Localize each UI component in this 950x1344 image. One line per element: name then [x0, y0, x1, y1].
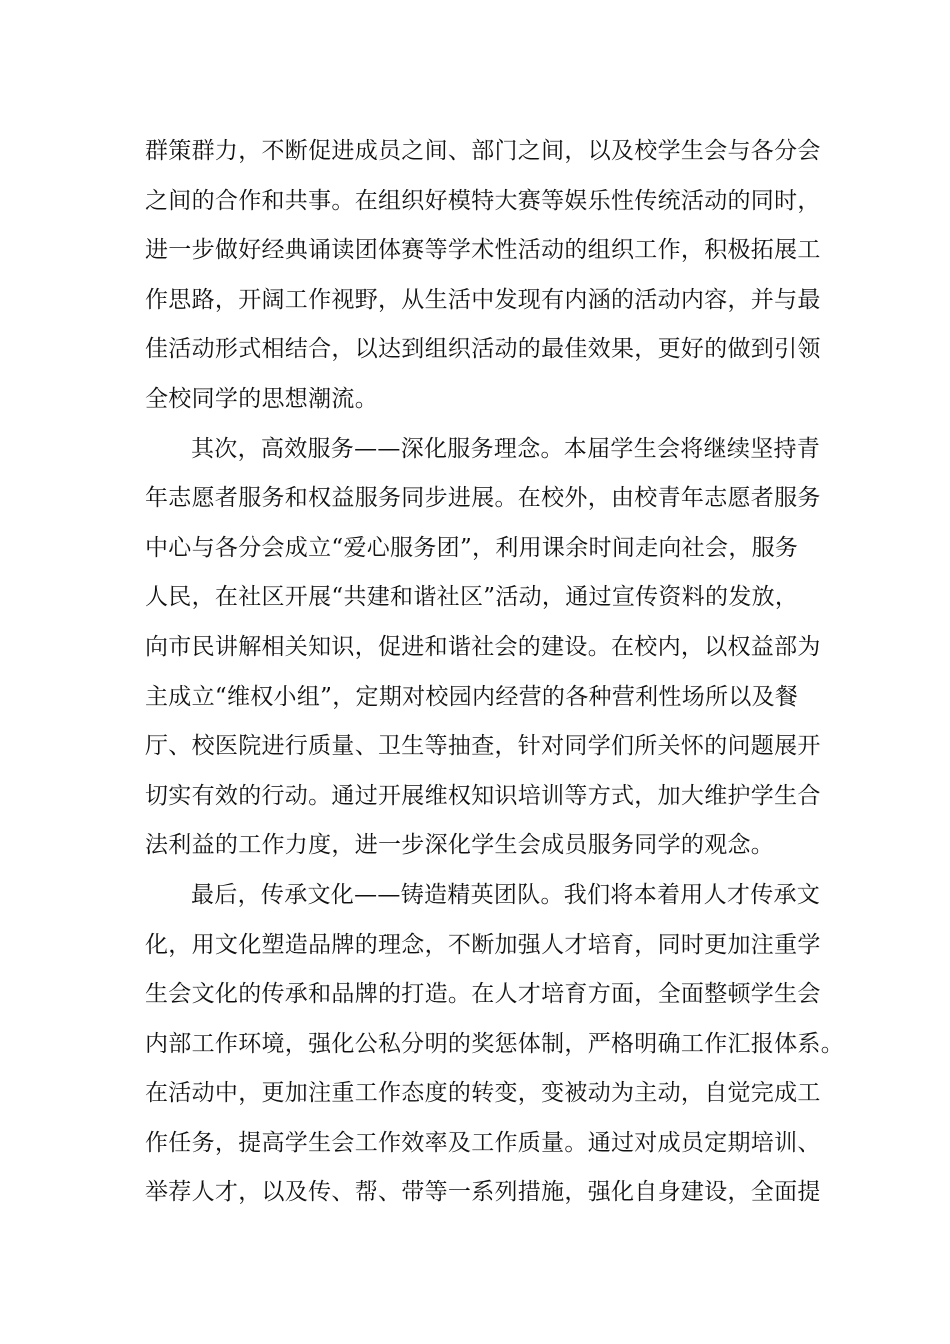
text-line: 举荐人才，以及传、帮、带等一系列措施，强化自身建设，全面提 [145, 1179, 821, 1206]
text-line: 内部工作环境，强化公私分明的奖惩体制，严格明确工作汇报体系。 [145, 1030, 844, 1057]
text-line: 切实有效的行动。通过开展维权知识培训等方式，加大维护学生合 [145, 782, 821, 809]
text-line: 全校同学的思想潮流。 [145, 385, 378, 412]
text-line: 人民，在社区开展“共建和谐社区”活动，通过宣传资料的发放， [145, 584, 799, 611]
text-line: 厅、校医院进行质量、卫生等抽查，针对同学们所关怀的问题展开 [145, 733, 821, 760]
text-line: 作任务，提高学生会工作效率及工作质量。通过对成员定期培训、 [145, 1129, 821, 1156]
text-line: 中心与各分会成立“爱心服务团”，利用课余时间走向社会，服务 [145, 534, 799, 561]
text-line: 法利益的工作力度，进一步深化学生会成员服务同学的观念。 [145, 832, 775, 859]
text-line: 之间的合作和共事。在组织好模特大赛等娱乐性传统活动的同时， [145, 187, 821, 214]
text-line: 主成立“维权小组”，定期对校园内经营的各种营利性场所以及餐 [145, 683, 799, 710]
text-line: 生会文化的传承和品牌的打造。在人才培育方面，全面整顿学生会 [145, 981, 821, 1008]
text-line: 佳活动形式相结合，以达到组织活动的最佳效果，更好的做到引领 [145, 336, 821, 363]
paragraph-first-line: 最后，传承文化——铸造精英团队。我们将本着用人才传承文 [191, 881, 821, 908]
text-line: 年志愿者服务和权益服务同步进展。在校外，由校青年志愿者服务 [145, 485, 821, 512]
text-line: 作思路，开阔工作视野，从生活中发现有内涵的活动内容，并与最 [145, 286, 821, 313]
text-line: 化，用文化塑造品牌的理念，不断加强人才培育，同时更加注重学 [145, 931, 821, 958]
text-line: 在活动中，更加注重工作态度的转变，变被动为主动，自觉完成工 [145, 1080, 821, 1107]
text-line: 群策群力，不断促进成员之间、部门之间，以及校学生会与各分会 [145, 138, 821, 164]
document-body [145, 127, 844, 1218]
paragraph-first-line: 其次，高效服务——深化服务理念。本届学生会将继续坚持青 [191, 435, 821, 462]
text-line: 进一步做好经典诵读团体赛等学术性活动的组织工作，积极拓展工 [145, 237, 821, 264]
text-line: 向市民讲解相关知识，促进和谐社会的建设。在校内，以权益部为 [145, 633, 821, 660]
